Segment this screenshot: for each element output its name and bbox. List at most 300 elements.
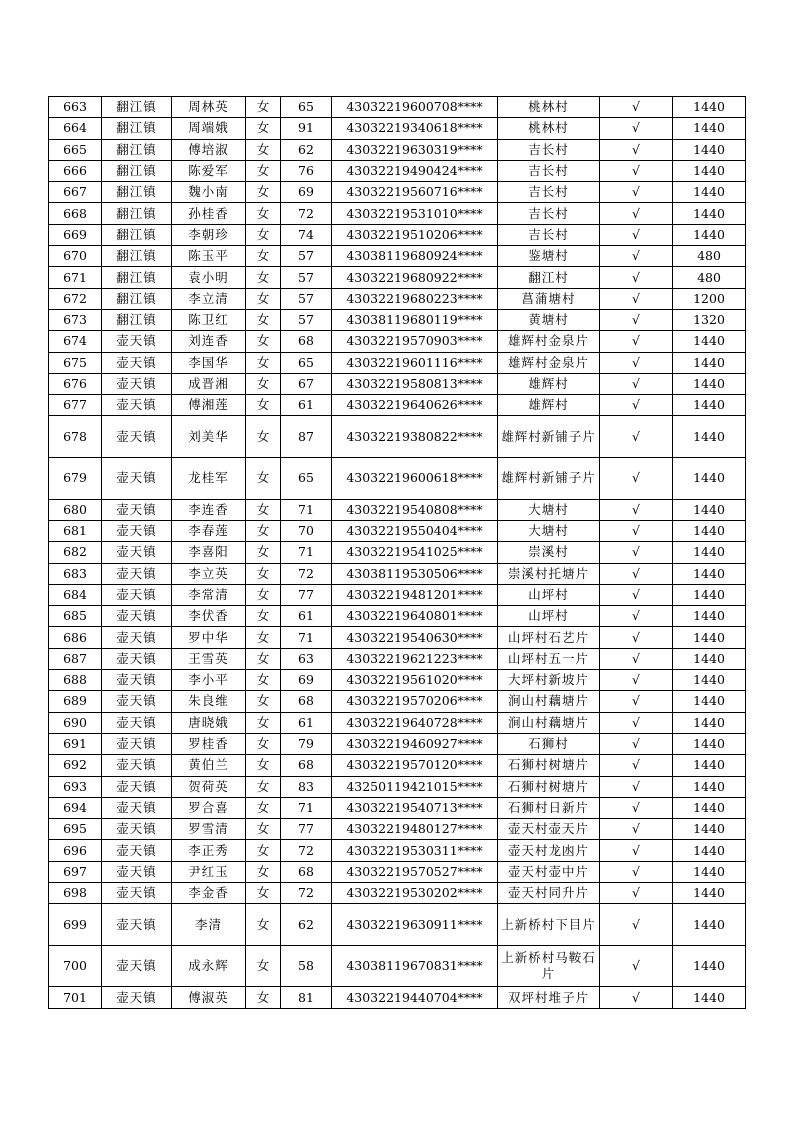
row-number-cell: 699 [49,904,102,946]
row-number-cell: 697 [49,861,102,882]
sex-cell: 女 [246,627,281,648]
sex-cell: 女 [246,499,281,520]
town-cell: 壶天镇 [102,840,172,861]
village-cell: 黄塘村 [498,309,600,330]
table-row [49,139,746,160]
table-row [49,627,746,648]
checkmark-cell: √ [600,352,673,373]
age-cell: 71 [281,542,332,563]
table-row [49,670,746,691]
village-cell: 雄辉村 [498,395,600,416]
person-name-cell: 李正秀 [172,840,246,861]
checkmark-cell: √ [600,584,673,605]
table-row [49,882,746,903]
village-cell: 崇溪村托塘片 [498,563,600,584]
town-cell: 壶天镇 [102,904,172,946]
sex-cell: 女 [246,670,281,691]
row-number-cell: 665 [49,139,102,160]
sex-cell: 女 [246,97,281,118]
table-row [49,819,746,840]
row-number-cell: 677 [49,395,102,416]
sex-cell: 女 [246,139,281,160]
age-cell: 72 [281,563,332,584]
town-cell: 壶天镇 [102,542,172,563]
village-cell: 石狮村树塘片 [498,776,600,797]
village-cell: 山坪村五一片 [498,648,600,669]
sex-cell: 女 [246,542,281,563]
person-name-cell: 李立英 [172,563,246,584]
amount-cell: 1440 [673,627,746,648]
person-name-cell: 李伏香 [172,606,246,627]
town-cell: 翻江镇 [102,309,172,330]
person-name-cell: 傅淑英 [172,987,246,1008]
checkmark-cell: √ [600,416,673,458]
age-cell: 74 [281,224,332,245]
town-cell: 壶天镇 [102,648,172,669]
id-number-cell: 43250119421015**** [332,776,498,797]
row-number-cell: 689 [49,691,102,712]
checkmark-cell: √ [600,182,673,203]
table-row [49,160,746,181]
amount-cell: 1440 [673,542,746,563]
village-cell: 吉长村 [498,160,600,181]
row-number-cell: 682 [49,542,102,563]
sex-cell: 女 [246,987,281,1008]
village-cell: 山坪村石艺片 [498,627,600,648]
amount-cell: 1440 [673,563,746,584]
checkmark-cell: √ [600,458,673,500]
village-cell: 桃林村 [498,118,600,139]
sex-cell: 女 [246,584,281,605]
person-name-cell: 龙桂军 [172,458,246,500]
amount-cell: 1440 [673,520,746,541]
amount-cell: 1440 [673,840,746,861]
table-row [49,840,746,861]
id-number-cell: 43032219570206**** [332,691,498,712]
row-number-cell: 673 [49,309,102,330]
sex-cell: 女 [246,309,281,330]
age-cell: 77 [281,819,332,840]
id-number-cell: 43032219540808**** [332,499,498,520]
row-number-cell: 671 [49,267,102,288]
person-name-cell: 李金香 [172,882,246,903]
row-number-cell: 684 [49,584,102,605]
person-name-cell: 贺荷英 [172,776,246,797]
village-cell: 壶天村壶天片 [498,819,600,840]
sex-cell: 女 [246,840,281,861]
checkmark-cell: √ [600,542,673,563]
town-cell: 翻江镇 [102,203,172,224]
checkmark-cell: √ [600,309,673,330]
amount-cell: 1440 [673,203,746,224]
sex-cell: 女 [246,691,281,712]
amount-cell: 1440 [673,352,746,373]
village-cell: 吉长村 [498,139,600,160]
age-cell: 71 [281,797,332,818]
row-number-cell: 694 [49,797,102,818]
id-number-cell: 43032219531010**** [332,203,498,224]
row-number-cell: 670 [49,246,102,267]
table-row [49,776,746,797]
town-cell: 翻江镇 [102,224,172,245]
checkmark-cell: √ [600,776,673,797]
age-cell: 72 [281,203,332,224]
table-row [49,352,746,373]
amount-cell: 1440 [673,499,746,520]
id-number-cell: 43032219640728**** [332,712,498,733]
sex-cell: 女 [246,733,281,754]
person-name-cell: 黄伯兰 [172,755,246,776]
age-cell: 69 [281,182,332,203]
table-row [49,691,746,712]
person-name-cell: 尹红玉 [172,861,246,882]
town-cell: 壶天镇 [102,670,172,691]
table-row [49,309,746,330]
id-number-cell: 43038119680119**** [332,309,498,330]
person-name-cell: 李朝珍 [172,224,246,245]
sex-cell: 女 [246,118,281,139]
row-number-cell: 688 [49,670,102,691]
table-row [49,182,746,203]
id-number-cell: 43032219490424**** [332,160,498,181]
town-cell: 翻江镇 [102,267,172,288]
table-row [49,288,746,309]
sex-cell: 女 [246,712,281,733]
table-row [49,733,746,754]
id-number-cell: 43032219630911**** [332,904,498,946]
amount-cell: 480 [673,267,746,288]
person-name-cell: 李春莲 [172,520,246,541]
sex-cell: 女 [246,861,281,882]
town-cell: 翻江镇 [102,246,172,267]
table-row [49,755,746,776]
id-number-cell: 43032219561020**** [332,670,498,691]
village-cell: 吉长村 [498,224,600,245]
checkmark-cell: √ [600,840,673,861]
village-cell: 雄辉村 [498,373,600,394]
row-number-cell: 701 [49,987,102,1008]
id-number-cell: 43032219530311**** [332,840,498,861]
id-number-cell: 43032219460927**** [332,733,498,754]
town-cell: 壶天镇 [102,606,172,627]
checkmark-cell: √ [600,627,673,648]
village-cell: 上新桥村马鞍石片 [498,945,600,987]
sex-cell: 女 [246,182,281,203]
id-number-cell: 43032219680223**** [332,288,498,309]
amount-cell: 480 [673,246,746,267]
age-cell: 61 [281,395,332,416]
table-row [49,246,746,267]
person-name-cell: 罗桂香 [172,733,246,754]
table-row [49,584,746,605]
age-cell: 72 [281,882,332,903]
row-number-cell: 690 [49,712,102,733]
person-name-cell: 傅湘莲 [172,395,246,416]
village-cell: 涧山村藕塘片 [498,691,600,712]
age-cell: 70 [281,520,332,541]
amount-cell: 1440 [673,861,746,882]
row-number-cell: 692 [49,755,102,776]
person-name-cell: 唐晓娥 [172,712,246,733]
checkmark-cell: √ [600,861,673,882]
person-name-cell: 成永辉 [172,945,246,987]
age-cell: 57 [281,246,332,267]
sex-cell: 女 [246,648,281,669]
table-row [49,373,746,394]
town-cell: 壶天镇 [102,819,172,840]
id-number-cell: 43032219510206**** [332,224,498,245]
subsidy-table [48,96,746,1009]
sex-cell: 女 [246,797,281,818]
age-cell: 68 [281,331,332,352]
age-cell: 65 [281,352,332,373]
row-number-cell: 698 [49,882,102,903]
village-cell: 雄辉村新铺子片 [498,416,600,458]
row-number-cell: 700 [49,945,102,987]
checkmark-cell: √ [600,224,673,245]
sex-cell: 女 [246,776,281,797]
amount-cell: 1440 [673,733,746,754]
sex-cell: 女 [246,373,281,394]
checkmark-cell: √ [600,563,673,584]
sex-cell: 女 [246,458,281,500]
checkmark-cell: √ [600,945,673,987]
checkmark-cell: √ [600,819,673,840]
amount-cell: 1440 [673,584,746,605]
person-name-cell: 陈卫红 [172,309,246,330]
person-name-cell: 王雪英 [172,648,246,669]
checkmark-cell: √ [600,755,673,776]
amount-cell: 1440 [673,712,746,733]
id-number-cell: 43032219481201**** [332,584,498,605]
sex-cell: 女 [246,945,281,987]
town-cell: 翻江镇 [102,139,172,160]
town-cell: 翻江镇 [102,182,172,203]
id-number-cell: 43032219680922**** [332,267,498,288]
amount-cell: 1440 [673,182,746,203]
checkmark-cell: √ [600,97,673,118]
amount-cell: 1440 [673,139,746,160]
checkmark-cell: √ [600,691,673,712]
sex-cell: 女 [246,267,281,288]
table-row [49,118,746,139]
row-number-cell: 663 [49,97,102,118]
amount-cell: 1440 [673,606,746,627]
checkmark-cell: √ [600,499,673,520]
person-name-cell: 魏小南 [172,182,246,203]
town-cell: 壶天镇 [102,395,172,416]
checkmark-cell: √ [600,267,673,288]
amount-cell: 1440 [673,945,746,987]
town-cell: 翻江镇 [102,97,172,118]
table-row [49,499,746,520]
sex-cell: 女 [246,246,281,267]
age-cell: 83 [281,776,332,797]
village-cell: 壶天村壶中片 [498,861,600,882]
sex-cell: 女 [246,416,281,458]
row-number-cell: 674 [49,331,102,352]
town-cell: 翻江镇 [102,118,172,139]
row-number-cell: 667 [49,182,102,203]
age-cell: 62 [281,904,332,946]
checkmark-cell: √ [600,203,673,224]
age-cell: 67 [281,373,332,394]
village-cell: 石狮村树塘片 [498,755,600,776]
amount-cell: 1440 [673,97,746,118]
village-cell: 壶天村同升片 [498,882,600,903]
town-cell: 壶天镇 [102,331,172,352]
amount-cell: 1440 [673,224,746,245]
table-row [49,797,746,818]
age-cell: 71 [281,499,332,520]
person-name-cell: 罗雪清 [172,819,246,840]
person-name-cell: 陈玉平 [172,246,246,267]
amount-cell: 1440 [673,331,746,352]
age-cell: 69 [281,670,332,691]
table-row [49,458,746,500]
sex-cell: 女 [246,606,281,627]
amount-cell: 1440 [673,416,746,458]
amount-cell: 1440 [673,648,746,669]
amount-cell: 1440 [673,373,746,394]
checkmark-cell: √ [600,987,673,1008]
checkmark-cell: √ [600,160,673,181]
row-number-cell: 696 [49,840,102,861]
checkmark-cell: √ [600,670,673,691]
sex-cell: 女 [246,224,281,245]
village-cell: 翻江村 [498,267,600,288]
row-number-cell: 691 [49,733,102,754]
table-row [49,267,746,288]
id-number-cell: 43032219540713**** [332,797,498,818]
sex-cell: 女 [246,904,281,946]
age-cell: 57 [281,288,332,309]
amount-cell: 1320 [673,309,746,330]
id-number-cell: 43032219640801**** [332,606,498,627]
table-row [49,542,746,563]
sex-cell: 女 [246,520,281,541]
village-cell: 雄辉村新铺子片 [498,458,600,500]
village-cell: 大塘村 [498,520,600,541]
village-cell: 上新桥村下目片 [498,904,600,946]
id-number-cell: 43032219480127**** [332,819,498,840]
town-cell: 壶天镇 [102,499,172,520]
sex-cell: 女 [246,819,281,840]
table-row [49,395,746,416]
age-cell: 76 [281,160,332,181]
village-cell: 吉长村 [498,203,600,224]
town-cell: 壶天镇 [102,755,172,776]
table-row [49,416,746,458]
table-row [49,648,746,669]
town-cell: 壶天镇 [102,584,172,605]
town-cell: 壶天镇 [102,520,172,541]
checkmark-cell: √ [600,882,673,903]
id-number-cell: 43032219540630**** [332,627,498,648]
checkmark-cell: √ [600,648,673,669]
person-name-cell: 李喜阳 [172,542,246,563]
village-cell: 菖蒲塘村 [498,288,600,309]
age-cell: 65 [281,458,332,500]
table-row [49,224,746,245]
id-number-cell: 43032219550404**** [332,520,498,541]
row-number-cell: 680 [49,499,102,520]
id-number-cell: 43032219570903**** [332,331,498,352]
table-row [49,712,746,733]
person-name-cell: 李立清 [172,288,246,309]
age-cell: 58 [281,945,332,987]
amount-cell: 1440 [673,882,746,903]
village-cell: 山坪村 [498,584,600,605]
sex-cell: 女 [246,203,281,224]
checkmark-cell: √ [600,797,673,818]
town-cell: 壶天镇 [102,373,172,394]
person-name-cell: 刘美华 [172,416,246,458]
table-row [49,904,746,946]
amount-cell: 1440 [673,904,746,946]
sex-cell: 女 [246,352,281,373]
person-name-cell: 李小平 [172,670,246,691]
table-row [49,606,746,627]
table-body [49,97,746,1009]
age-cell: 71 [281,627,332,648]
village-cell: 鉴塘村 [498,246,600,267]
person-name-cell: 李连香 [172,499,246,520]
checkmark-cell: √ [600,139,673,160]
sex-cell: 女 [246,395,281,416]
village-cell: 桃林村 [498,97,600,118]
town-cell: 壶天镇 [102,797,172,818]
id-number-cell: 43032219570527**** [332,861,498,882]
age-cell: 57 [281,309,332,330]
village-cell: 涧山村藕塘片 [498,712,600,733]
checkmark-cell: √ [600,904,673,946]
row-number-cell: 666 [49,160,102,181]
checkmark-cell: √ [600,118,673,139]
age-cell: 68 [281,861,332,882]
checkmark-cell: √ [600,606,673,627]
person-name-cell: 孙桂香 [172,203,246,224]
age-cell: 61 [281,712,332,733]
checkmark-cell: √ [600,733,673,754]
table-row [49,520,746,541]
village-cell: 石狮村 [498,733,600,754]
person-name-cell: 李清 [172,904,246,946]
row-number-cell: 668 [49,203,102,224]
town-cell: 壶天镇 [102,691,172,712]
checkmark-cell: √ [600,288,673,309]
table-row [49,203,746,224]
sex-cell: 女 [246,563,281,584]
id-number-cell: 43032219340618**** [332,118,498,139]
village-cell: 吉长村 [498,182,600,203]
id-number-cell: 43032219600618**** [332,458,498,500]
table-row [49,331,746,352]
row-number-cell: 686 [49,627,102,648]
id-number-cell: 43032219580813**** [332,373,498,394]
id-number-cell: 43032219621223**** [332,648,498,669]
age-cell: 63 [281,648,332,669]
sex-cell: 女 [246,755,281,776]
town-cell: 壶天镇 [102,352,172,373]
table-row [49,945,746,987]
amount-cell: 1440 [673,776,746,797]
id-number-cell: 43032219560716**** [332,182,498,203]
person-name-cell: 朱良维 [172,691,246,712]
checkmark-cell: √ [600,373,673,394]
row-number-cell: 693 [49,776,102,797]
town-cell: 翻江镇 [102,160,172,181]
